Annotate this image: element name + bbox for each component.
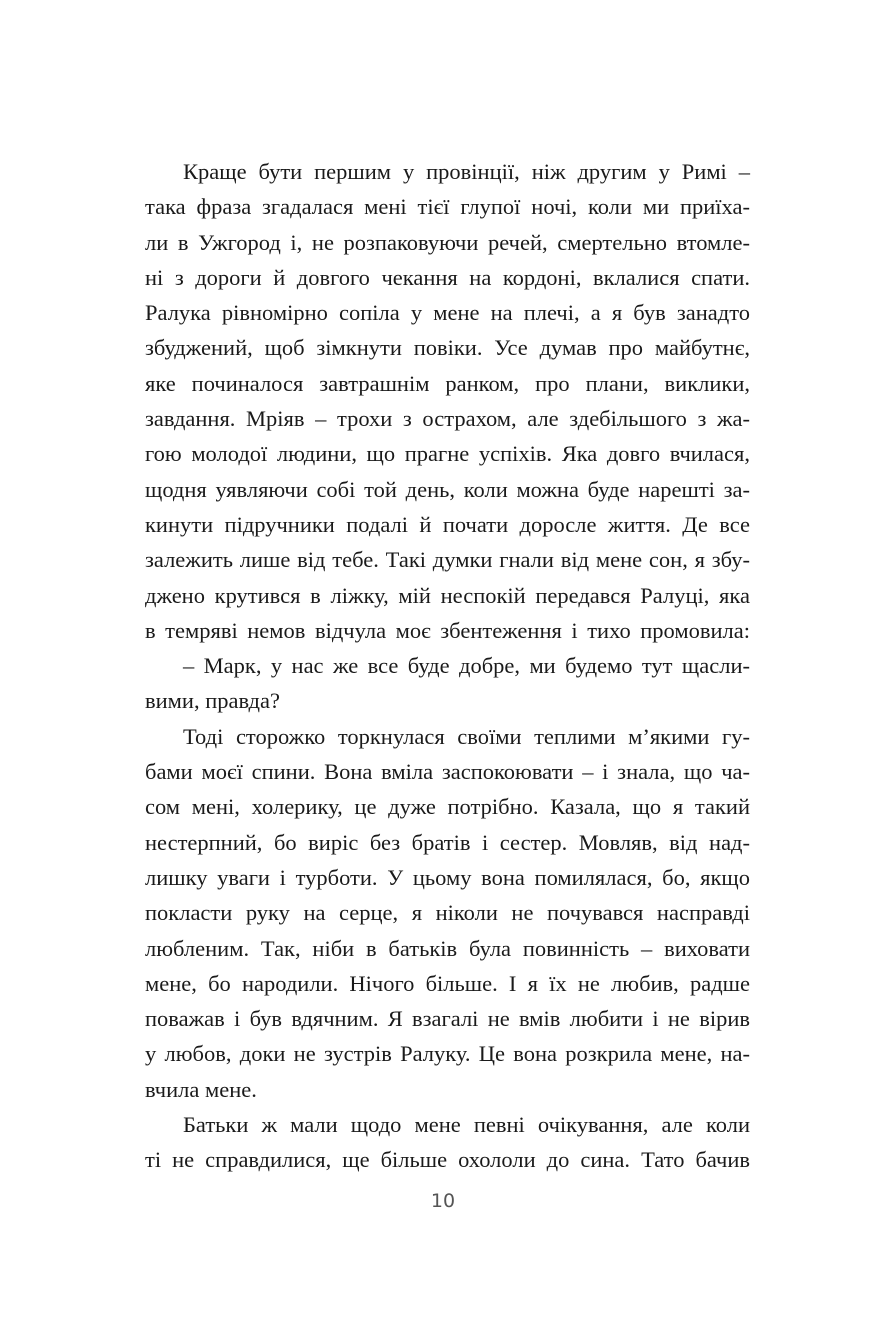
text-line: в темряві немов відчула моє збентеження і тихо промовила: (145, 617, 750, 643)
text-line: любленим. Так, ніби в батьків була повинність – виховати (145, 935, 750, 961)
text-line: щодня уявляючи собі той день, коли можна буде нарешті за- (145, 476, 750, 502)
text-line: нестерпний, бо виріс без братів і сестер. Мовляв, від над- (145, 829, 750, 855)
text-line: покласти руку на серце, я ніколи не почувався насправді (145, 900, 750, 926)
text-line: завдання. Мріяв – трохи з острахом, але здебільшого з жа- (145, 406, 750, 432)
text-line: джено крутився в ліжку, мій неспокій передався Ралуці, яка (145, 582, 750, 608)
text-line: вчила мене. (145, 1076, 257, 1102)
text-line: ні з дороги й довгого чекання на кордоні, вклалися спати. (145, 264, 750, 290)
page-number: 10 (430, 1190, 456, 1212)
text-line: яке починалося завтрашнім ранком, про плани, виклики, (145, 370, 750, 396)
text-line: вими, правда? (145, 688, 280, 714)
text-line: лишку уваги і турботи. У цьому вона помилялася, бо, якщо (145, 864, 750, 890)
text-line: сом мені, холерику, це дуже потрібно. Казала, що я такий (145, 794, 750, 820)
text-line: мене, бо народили. Нічого більше. І я їх не любив, радше (145, 970, 750, 996)
text-line: Тоді сторожко торкнулася своїми теплими м’якими гу- (183, 723, 750, 749)
text-line: така фраза згадалася мені тієї глупої ночі, коли ми приїха- (145, 194, 750, 220)
text-line: Краще бути першим у провінції, ніж другим у Римі – (183, 159, 750, 184)
text-line: гою молодої людини, що прагне успіхів. Яка довго вчилася, (145, 441, 750, 467)
text-line: ті не справдилися, ще більше охололи до сина. Тато бачив (145, 1147, 750, 1173)
text-line: бами моєї спини. Вона вміла заспокоювати – і знала, що ча- (145, 759, 750, 785)
text-line: ли в Ужгород і, не розпаковуючи речей, смертельно втомле- (145, 229, 750, 255)
text-line: – Марк, у нас же все буде добре, ми будемо тут щасли- (183, 653, 750, 679)
text-line: Батьки ж мали щодо мене певні очікування, але коли (183, 1112, 750, 1138)
text-line: залежить лише від тебе. Такі думки гнали від мене сон, я збу- (145, 547, 750, 573)
text-line: кинути підручники подалі й почати доросле життя. Де все (145, 511, 750, 537)
text-line: Ралука рівномірно сопіла у мене на плечі, а я був занадто (145, 300, 750, 326)
text-line: у любов, доки не зустрів Ралуку. Це вона розкрила мене, на- (145, 1041, 750, 1067)
text-line: збуджений, щоб зімкнути повіки. Усе думав про майбутнє, (145, 335, 750, 361)
text-line: поважав і був вдячним. Я взагалі не вмів любити і не вірив (145, 1006, 750, 1032)
body-text (145, 154, 750, 1178)
